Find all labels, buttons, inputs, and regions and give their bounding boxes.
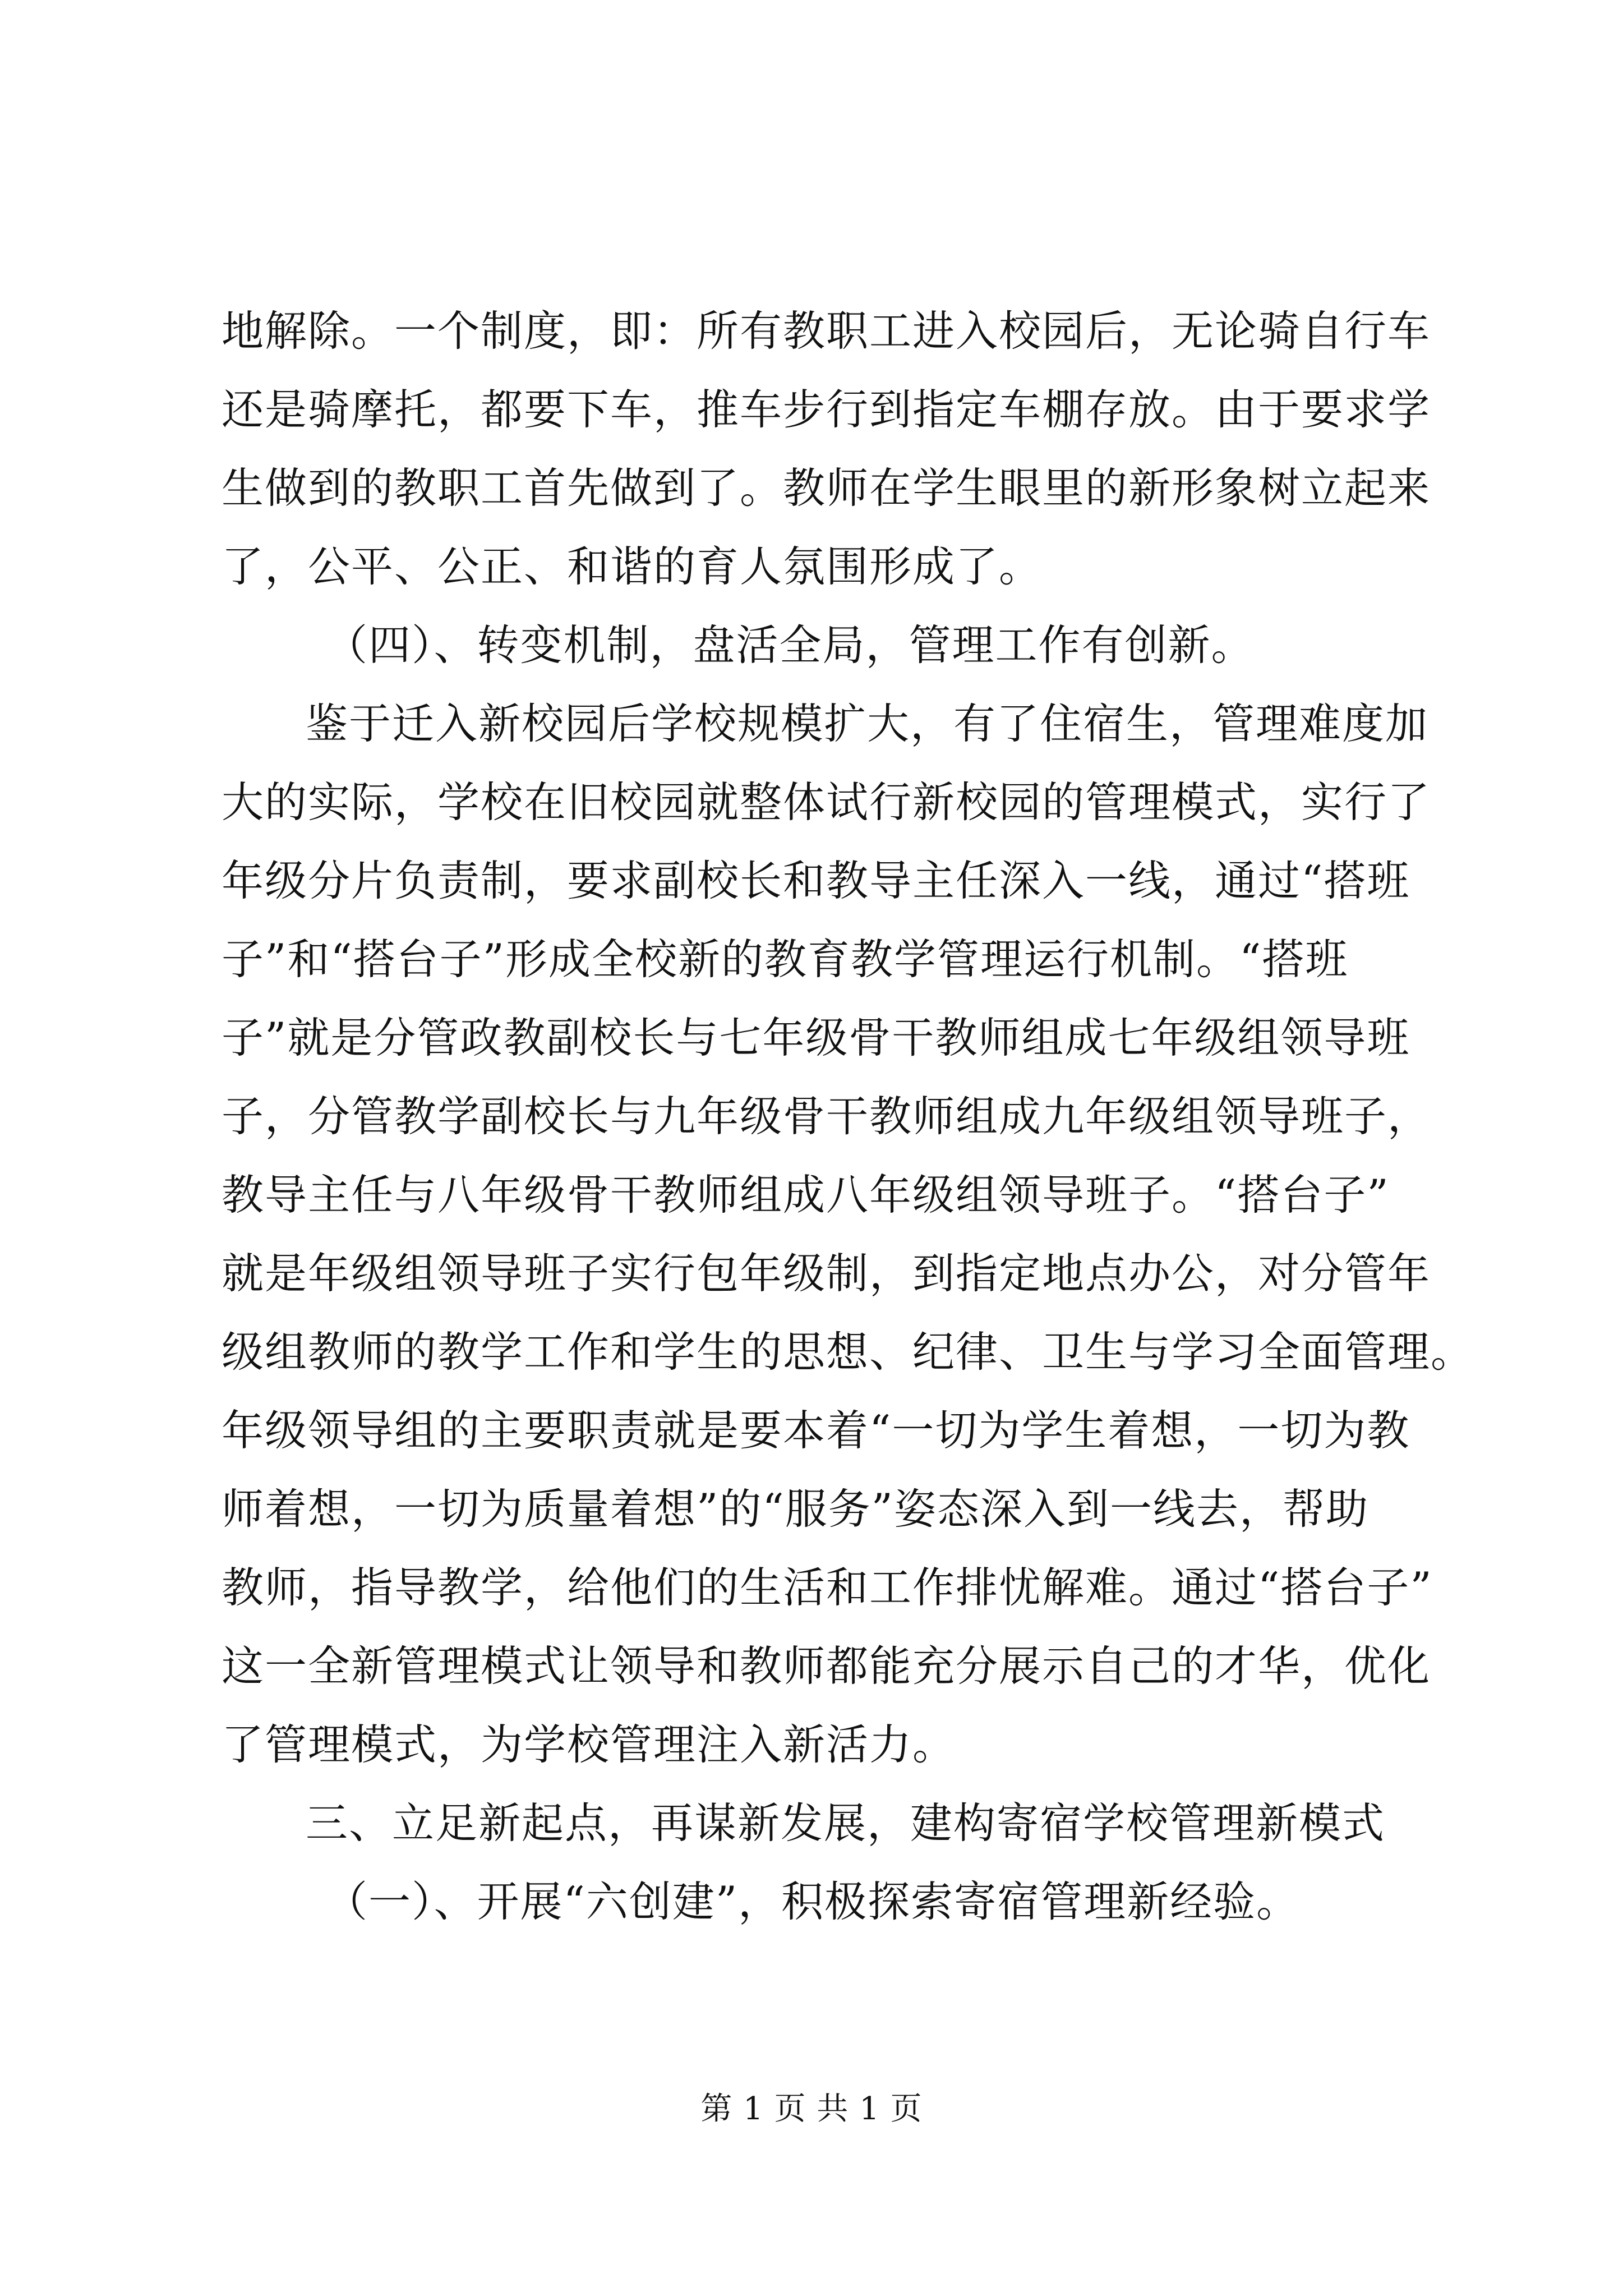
text-line: 子”就是分管政教副校长与七年级骨干教师组成七年级组领导班: [222, 1013, 1410, 1062]
text-line: 生做到的教职工首先做到了。教师在学生眼里的新形象树立起来: [222, 463, 1431, 513]
text-line: 年级分片负责制，要求副校长和教导主任深入一线，通过“搭班: [222, 856, 1410, 905]
page-footer: 第 1 页 共 1 页: [700, 2091, 923, 2127]
text-line: 大的实际，学校在旧校园就整体试行新校园的管理模式，实行了: [222, 777, 1431, 827]
text-line: 教导主任与八年级骨干教师组成八年级组领导班子。“搭台子”: [222, 1170, 1390, 1220]
text-line: 还是骑摩托，都要下车，推车步行到指定车棚存放。由于要求学: [222, 385, 1431, 434]
text-line: 年级领导组的主要职责就是要本着“一切为学生着想，一切为教: [222, 1406, 1410, 1455]
text-line: 子，分管教学副校长与九年级骨干教师组成九年级组领导班子，: [222, 1092, 1431, 1141]
text-line: 了管理模式，为学校管理注入新活力。: [222, 1720, 956, 1769]
text-line: 地解除。一个制度，即：所有教职工进入校园后，无论骑自行车: [222, 306, 1431, 356]
section-heading: （四）、转变机制，盘活全局，管理工作有创新。: [325, 620, 1255, 670]
text-line: 这一全新管理模式让领导和教师都能充分展示自己的才华，优化: [222, 1641, 1431, 1691]
text-line: 师着想，一切为质量着想”的“服务”姿态深入到一线去，帮助: [222, 1484, 1370, 1534]
text-line: 了，公平、公正、和谐的育人氛围形成了。: [222, 542, 1043, 591]
document-body: [222, 292, 1474, 1941]
section-heading: 三、立足新起点，再谋新发展，建构寄宿学校管理新模式: [306, 1798, 1386, 1848]
text-line: 鉴于迁入新校园后学校规模扩大，有了住宿生，管理难度加: [306, 699, 1429, 748]
section-heading: （一）、开展“六创建”，积极探索寄宿管理新经验。: [325, 1877, 1300, 1926]
text-line: 教师，指导教学，给他们的生活和工作排忧解难。通过“搭台子”: [222, 1563, 1433, 1612]
text-line: 就是年级组领导班子实行包年级制，到指定地点办公，对分管年: [222, 1249, 1431, 1298]
text-line: 级组教师的教学工作和学生的思想、纪律、卫生与学习全面管理。: [222, 1327, 1474, 1377]
text-line: 子”和“搭台子”形成全校新的教育教学管理运行机制。“搭班: [222, 935, 1349, 984]
